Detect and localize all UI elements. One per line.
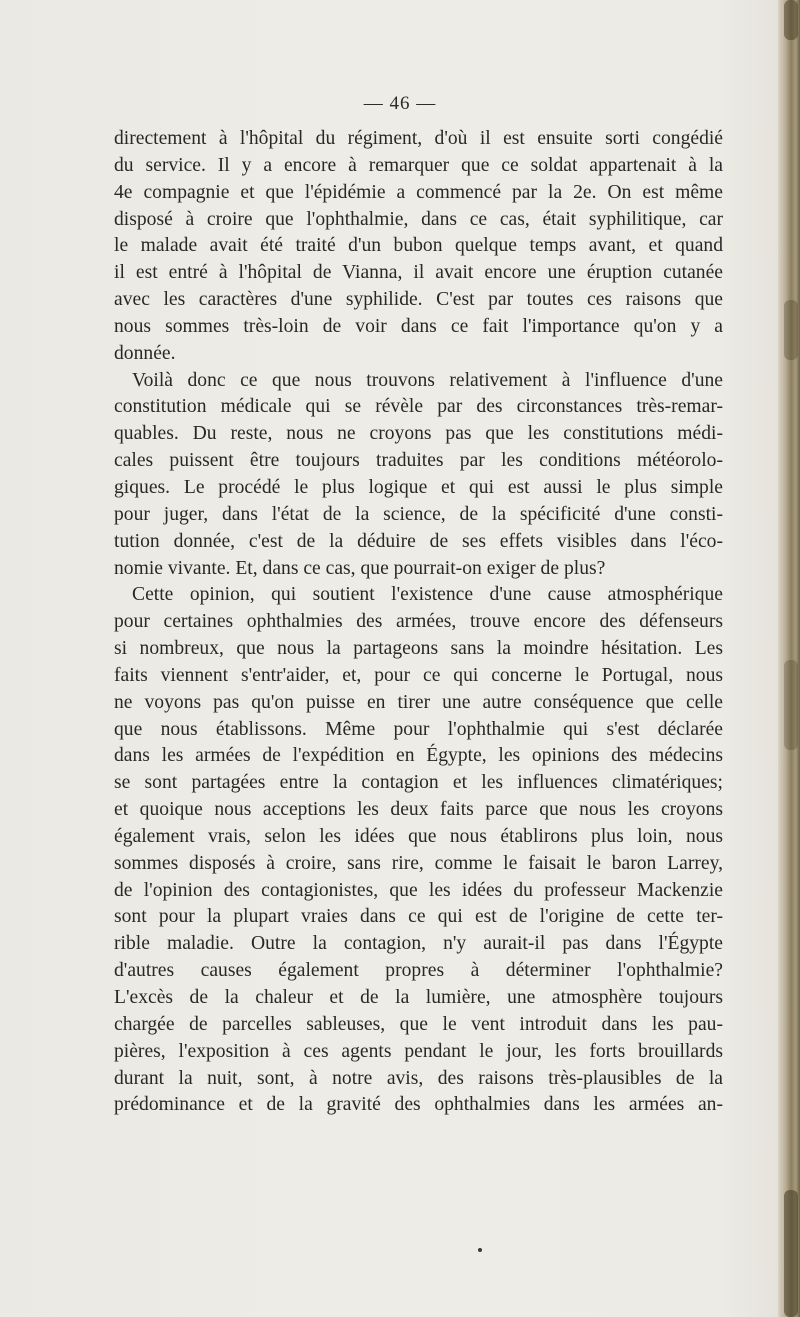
page-edge [778,0,800,1317]
text-line: nomie vivante. Et, dans ce cas, que pourrait-on exiger de plus? [114,557,606,579]
text-line: nous sommes très-loin de voir dans ce fait l'importance qu'on y a [114,315,723,337]
text-line: pour juger, dans l'état de la science, de la spécificité d'une consti- [114,503,723,525]
text-line: Voilà donc ce que nous trouvons relativement à l'influence d'une [132,369,723,391]
text-line: pières, l'exposition à ces agents pendant le jour, les forts brouillards [114,1040,723,1062]
text-line: L'excès de la chaleur et de la lumière, une atmosphère toujours [114,987,723,1008]
ink-speck [478,1248,482,1252]
text-line: d'autres causes également propres à déterminer l'ophthalmie? [114,960,723,982]
text-line: disposé à croire que l'ophthalmie, dans ce cas, était syphilitique, car [114,208,723,230]
text-line: quables. Du reste, nous ne croyons pas que les constitutions médi- [114,423,723,445]
text-line: directement à l'hôpital du régiment, d'où il est ensuite sorti congédié [114,128,723,149]
page-number: — 46 — [363,93,437,114]
text-line: le malade avait été traité d'un bubon quelque temps avant, et quand [114,235,723,257]
text-line: du service. Il y a encore à remarquer que ce soldat appartenait à la [114,154,723,176]
text-line: donnée. [114,342,176,364]
text-line: de l'opinion des contagionistes, que les idées du professeur Mackenzie [114,879,723,901]
text-line: prédominance et de la gravité des ophthalmies dans les armées an- [114,1094,723,1116]
text-line: durant la nuit, sont, à notre avis, des raisons très-plausibles de la [114,1067,723,1089]
text-line: dans les armées de l'expédition en Égypte, les opinions des médecins [114,745,723,767]
text-line: sont pour la plupart vraies dans ce qui est de l'origine de cette ter- [114,906,723,928]
text-line: il est entré à l'hôpital de Vianna, il avait encore une éruption cutanée [114,262,723,284]
text-line: sommes disposés à croire, sans rire, comme le faisait le baron Larrey, [114,852,723,874]
text-line: ne voyons pas qu'on puisse en tirer une autre conséquence que celle [114,691,723,713]
text-line: pour certaines ophthalmies des armées, trouve encore des défenseurs [114,611,723,633]
text-line: constitution médicale qui se révèle par des circonstances très-remar- [114,396,723,418]
text-line: giques. Le procédé le plus logique et qui est aussi le plus simple [114,476,723,498]
text-line: que nous établissons. Même pour l'ophthalmie qui s'est déclarée [114,718,723,740]
text-line: rible maladie. Outre la contagion, n'y aurait-il pas dans l'Égypte [114,933,723,955]
text-line: chargée de parcelles sableuses, que le vent introduit dans les pau- [114,1013,723,1035]
text-line: et quoique nous acceptions les deux faits parce que nous les croyons [114,799,723,821]
text-line: si nombreux, que nous la partageons sans la moindre hésitation. Les [114,638,723,660]
text-line: tution donnée, c'est de la déduire de ses effets visibles dans l'éco- [114,530,723,552]
text-line: cales puissent être toujours traduites par les conditions météorolo- [114,450,723,472]
text-line: Cette opinion, qui soutient l'existence d'une cause atmosphérique [132,584,723,606]
text-line: avec les caractères d'une syphilide. C'est par toutes ces raisons que [114,289,723,311]
text-line: se sont partagées entre la contagion et les influences climatériques; [114,772,723,794]
text-line: faits viennent s'entr'aider, et, pour ce qui concerne le Portugal, nous [114,664,723,686]
text-line: également vrais, selon les idées que nous établirons plus loin, nous [114,825,723,847]
text-line: 4e compagnie et que l'épidémie a commencé par la 2e. On est même [114,181,723,203]
body-text [114,126,723,1119]
